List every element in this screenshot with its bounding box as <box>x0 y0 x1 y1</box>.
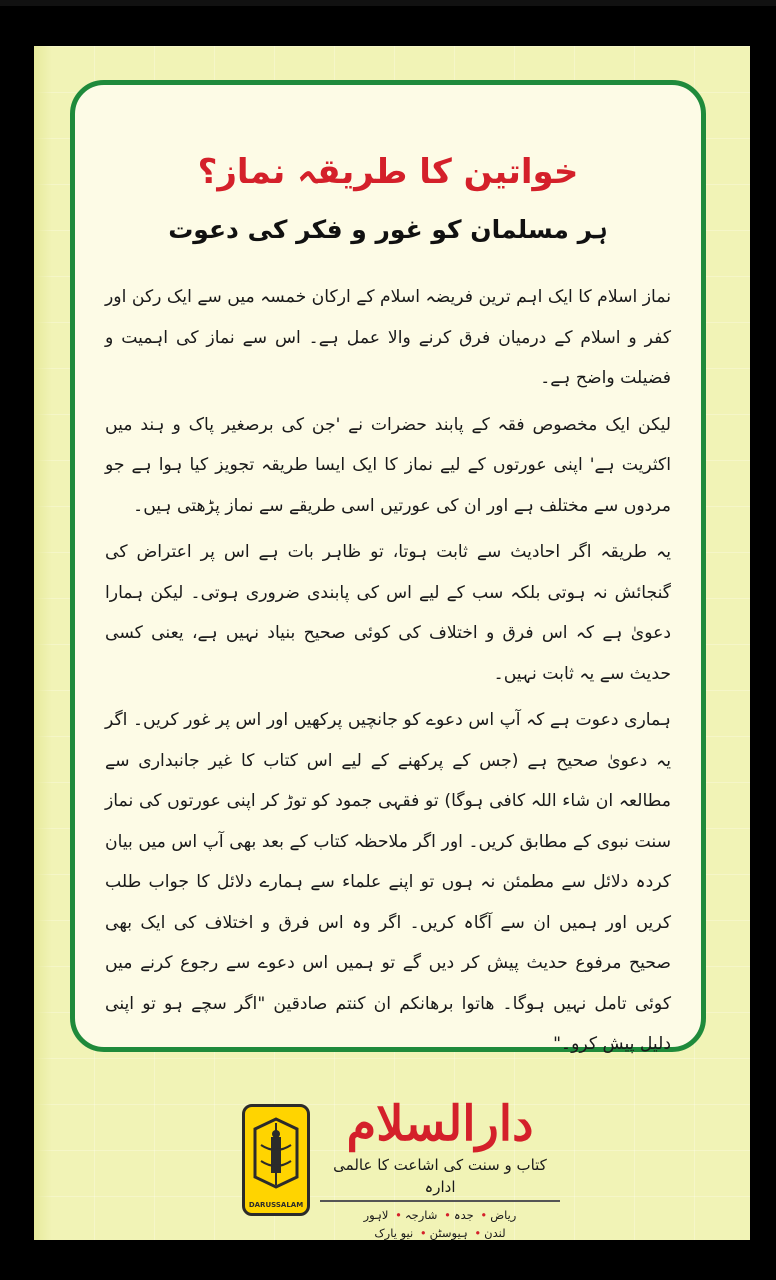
page-subtitle: ہر مسلمان کو غور و فکر کی دعوت <box>168 215 608 244</box>
city: لاہور <box>363 1208 389 1222</box>
publisher-tagline: کتاب و سنت کی اشاعت کا عالمی ادارہ <box>320 1154 560 1202</box>
paragraph: نماز اسلام کا ایک اہم ترین فریضہ اسلام کے ارکان خمسہ میں سے ایک رکن اور کفر و اسلام کے درمیان فرق کرنے والا عمل ہے۔ اس سے نماز کی اہمیت و فضیلت واضح ہے۔ <box>105 287 671 388</box>
page-edge-shadow <box>34 46 52 1240</box>
city: شارجہ <box>404 1208 438 1222</box>
publisher-cities-2: لندن• ہیوسٹن• نیو یارک <box>374 1226 506 1240</box>
city: جدہ <box>453 1208 474 1222</box>
paragraph: یہ طریقہ اگر احادیث سے ثابت ہوتا، تو ظاہر بات ہے اس پر اعتراض کی گنجائش نہ ہوتی بلکہ سب کے لیے اس کی پابندی ضروری ہوتی۔ لیکن ہمارا دعویٰ ہے کہ اس فرق و اختلاف کی کوئی صحیح بنیاد نہیں ہے، یعنی کسی حدیث سے یہ ثابت نہیں۔ <box>105 542 671 684</box>
city: لندن <box>484 1226 506 1240</box>
publisher-name: دارالسلام <box>346 1096 534 1152</box>
top-strip <box>0 0 776 6</box>
publisher-logo <box>242 1104 310 1216</box>
publisher-footer <box>34 1086 750 1240</box>
book-minaret-logo-icon <box>251 1115 301 1195</box>
content-card <box>70 80 706 1052</box>
body-text <box>105 277 671 1065</box>
logo-text: DARUSSALAM <box>248 1201 304 1209</box>
city: نیو یارک <box>374 1226 414 1240</box>
publisher-brand <box>320 1094 560 1240</box>
page-title: خواتین کا طریقہ نماز؟ <box>197 152 579 192</box>
paragraph: لیکن ایک مخصوص فقہ کے پابند حضرات نے 'جن کی برصغیر پاک و ہند میں اکثریت ہے' اپنی عورتوں کے لیے نماز کا ایک ایسا طریقہ تجویز کیا ہوا ہے جو مردوں سے مختلف ہے اور ان کی عورتیں اسی طریقے سے نماز پڑھتی ہیں۔ <box>105 414 671 516</box>
book-page <box>34 46 750 1240</box>
publisher-cities-1: ریاض• جدہ• شارجہ• لاہور <box>363 1208 517 1222</box>
city: ریاض <box>490 1208 517 1222</box>
paragraph: ہماری دعوت ہے کہ آپ اس دعوے کو جانچیں پرکھیں اور اس پر غور کریں۔ اگر یہ دعویٰ صحیح ہے (جس کے پرکھنے کے لیے اس کتاب کا غیر جانبداری سے مطالعہ ان شاء اللہ کافی ہوگا) تو فقہی جمود کو توڑ کر اپنی عورتوں کی نماز سنت نبوی کے مطابق کریں۔ اور اگر ملاحظہ کتاب کے بعد بھی آپ اس میں بیان کردہ دلائل سے مطمئن نہ ہوں تو اپنے علماء سے ہمارے دلائل کا جواب طلب کریں اور ہمیں ان سے آگاہ کریں۔ اگر وہ اس فرق و اختلاف کی ایک بھی صحیح مرفوع حدیث پیش کر دیں گے تو ہمیں اس دعوے سے رجوع کرنے میں کوئی تامل نہیں ہوگا۔ ھاتوا برھانکم ان کنتم صادقین "اگر سچے ہو تو اپنی دلیل پیش کرو۔" <box>105 710 671 1054</box>
city: ہیوسٹن <box>429 1226 468 1240</box>
